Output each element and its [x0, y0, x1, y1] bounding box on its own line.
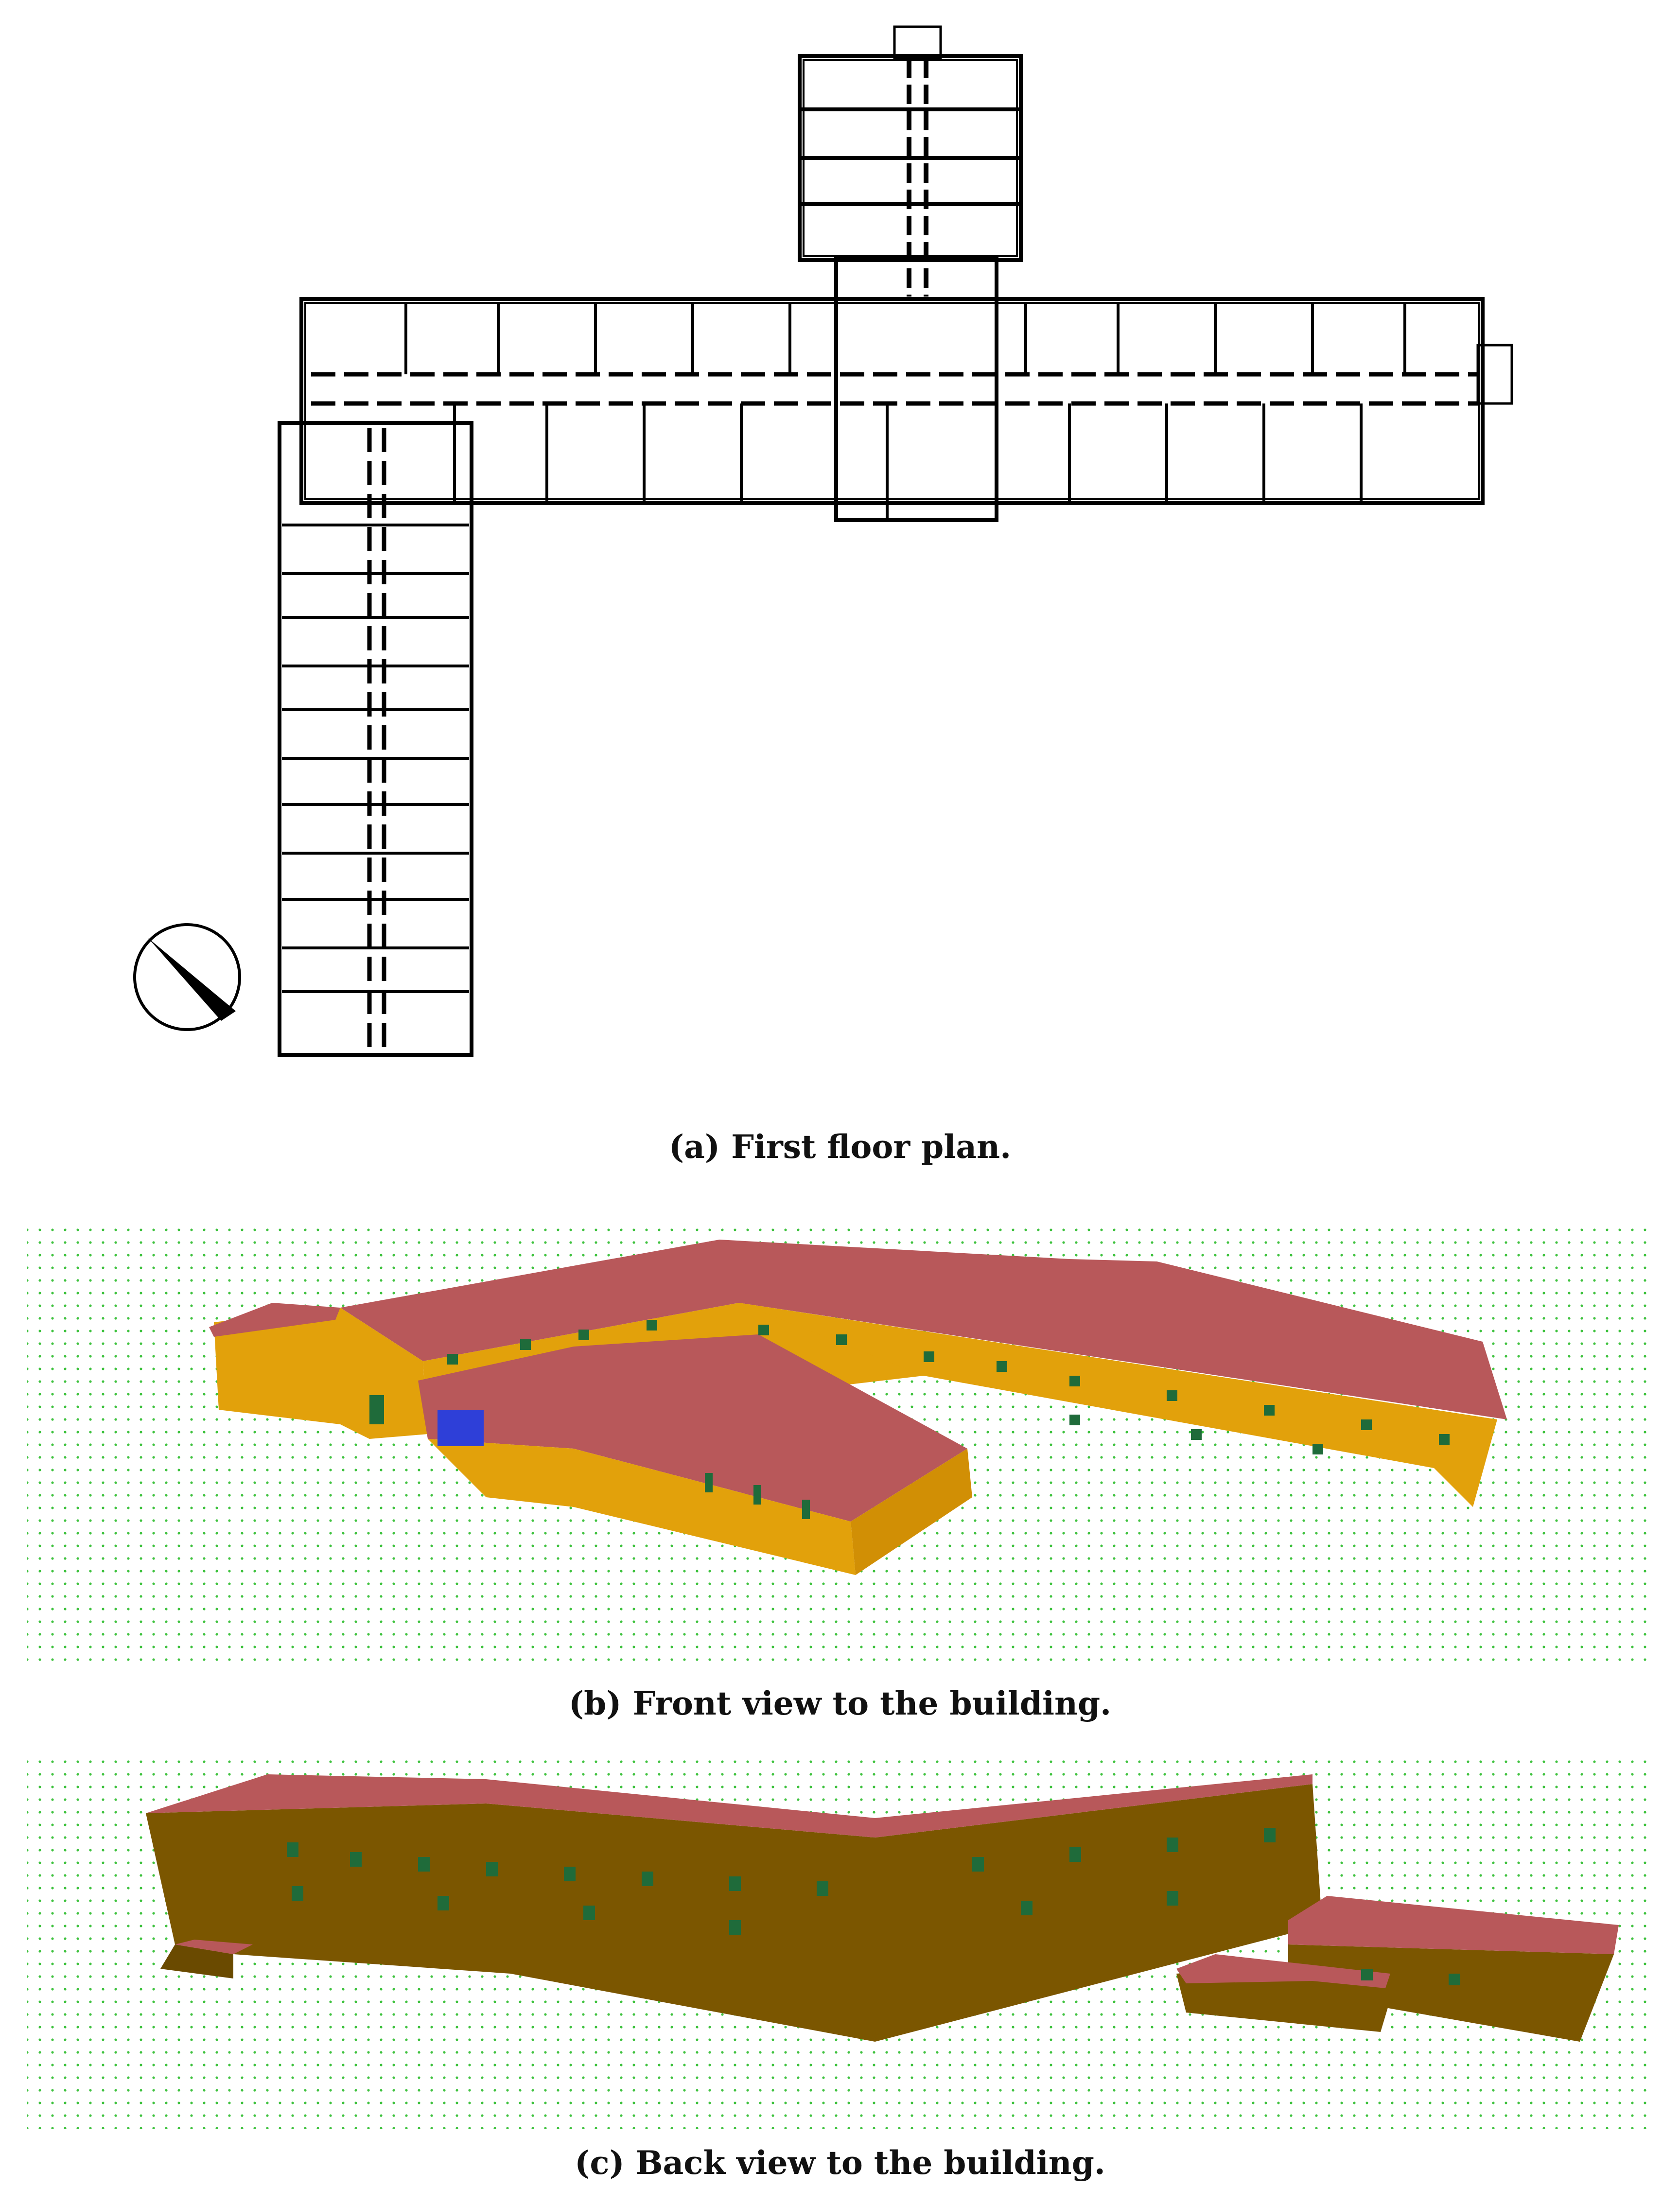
- caption-back-view: (c) Back view to the building.: [575, 2144, 1105, 2182]
- plan-tower-top: [894, 27, 941, 58]
- caption-front-view: (b) Front view to the building.: [568, 1684, 1112, 1722]
- caption-floor-plan: (a) First floor plan.: [668, 1128, 1012, 1166]
- panel-front-view: [0, 1215, 1680, 1745]
- plan-west-wing: [280, 423, 472, 1055]
- front-view-render: [0, 1215, 1680, 1667]
- panel-back-view: [0, 1760, 1680, 2206]
- front-blue-pool: [438, 1410, 484, 1446]
- plan-main-wing: [301, 299, 1483, 503]
- back-view-render: [0, 1760, 1680, 2129]
- north-arrow-icon: [135, 925, 240, 1030]
